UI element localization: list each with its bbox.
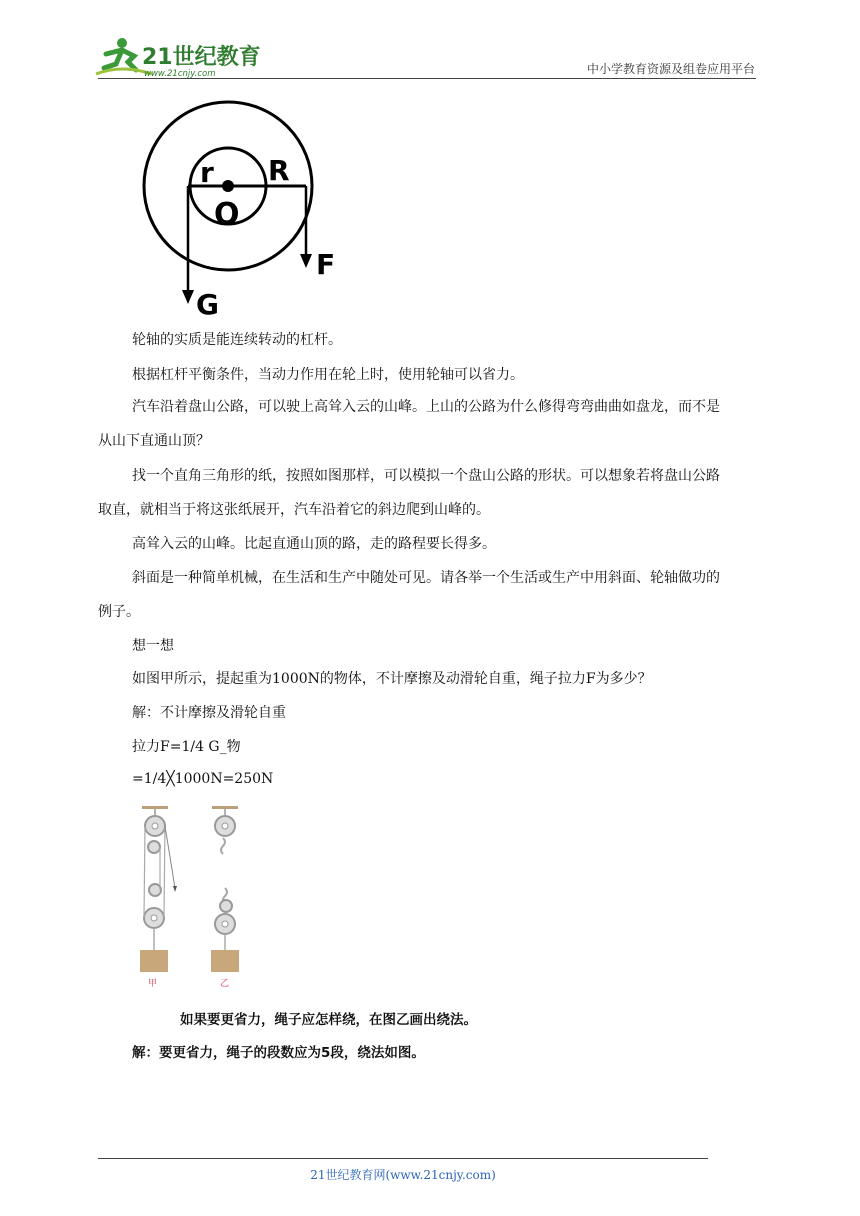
paragraph-3-line-2: 从山下直通山顶？	[98, 433, 210, 449]
paragraph-4-line-1: 找一个直角三角形的纸，按照如图那样，可以模拟一个盘山公路的形状。可以想象若将盘山公路	[132, 468, 720, 484]
paragraph-think: 想一想	[132, 638, 174, 654]
label-R: R	[268, 154, 290, 187]
paragraph-4-line-2: 取直，就相当于将这张纸展开，汽车沿着它的斜边爬到山峰的。	[98, 502, 490, 518]
paragraph-5: 高耸入云的山峰。比起直通山顶的路，走的路程要长得多。	[132, 536, 496, 552]
paragraph-formula-1: 拉力F=1/4 G_物	[132, 739, 241, 755]
logo-brand-text: 21世纪教育	[142, 45, 261, 70]
answer-five-segments: 解：要更省力，绳子的段数应为5段，绕法如图。	[132, 1045, 425, 1061]
pulley-system-yi	[211, 809, 239, 989]
footer-divider	[98, 1158, 708, 1159]
paragraph-3-line-1: 汽车沿着盘山公路，可以驶上高耸入云的山峰。上山的公路为什么修得弯弯曲曲如盘龙，而不是	[132, 399, 720, 415]
paragraph-6-line-1: 斜面是一种简单机械，在生活和生产中随处可见。请各举一个生活或生产中用斜面、轮轴做功的	[132, 570, 720, 586]
paragraph-question: 如图甲所示，提起重为1000N的物体，不计摩擦及动滑轮自重，绳子拉力F为多少？	[132, 671, 652, 687]
paragraph-6-line-2: 例子。	[98, 604, 140, 620]
paragraph-formula-2: =1/4╳1000N=250N	[132, 771, 274, 787]
header-platform-text: 中小学教育资源及组卷应用平台	[586, 62, 755, 76]
label-yi: 乙	[220, 979, 230, 989]
pulley-system-jia	[140, 809, 177, 989]
logo-url-text: www.21cnjy.com	[144, 69, 216, 79]
paragraph-2: 根据杠杆平衡条件，当动力作用在轮上时，使用轮轴可以省力。	[132, 367, 524, 383]
wheel-axle-diagram	[130, 100, 345, 325]
pulley-diagram	[130, 800, 260, 995]
label-jia: 甲	[148, 979, 158, 989]
label-r: r	[200, 156, 214, 189]
header-divider	[98, 78, 756, 79]
question-more-force: 如果要更省力，绳子应怎样绕，在图乙画出绕法。	[180, 1012, 477, 1028]
paragraph-1: 轮轴的实质是能连续转动的杠杆。	[132, 332, 342, 348]
footer-link[interactable]: 21世纪教育网(www.21cnjy.com)	[310, 1168, 496, 1182]
label-O: O	[214, 197, 240, 232]
label-G: G	[196, 288, 219, 321]
label-F: F	[316, 248, 336, 281]
site-logo	[92, 34, 262, 80]
paragraph-solution: 解：不计摩擦及滑轮自重	[132, 705, 286, 721]
